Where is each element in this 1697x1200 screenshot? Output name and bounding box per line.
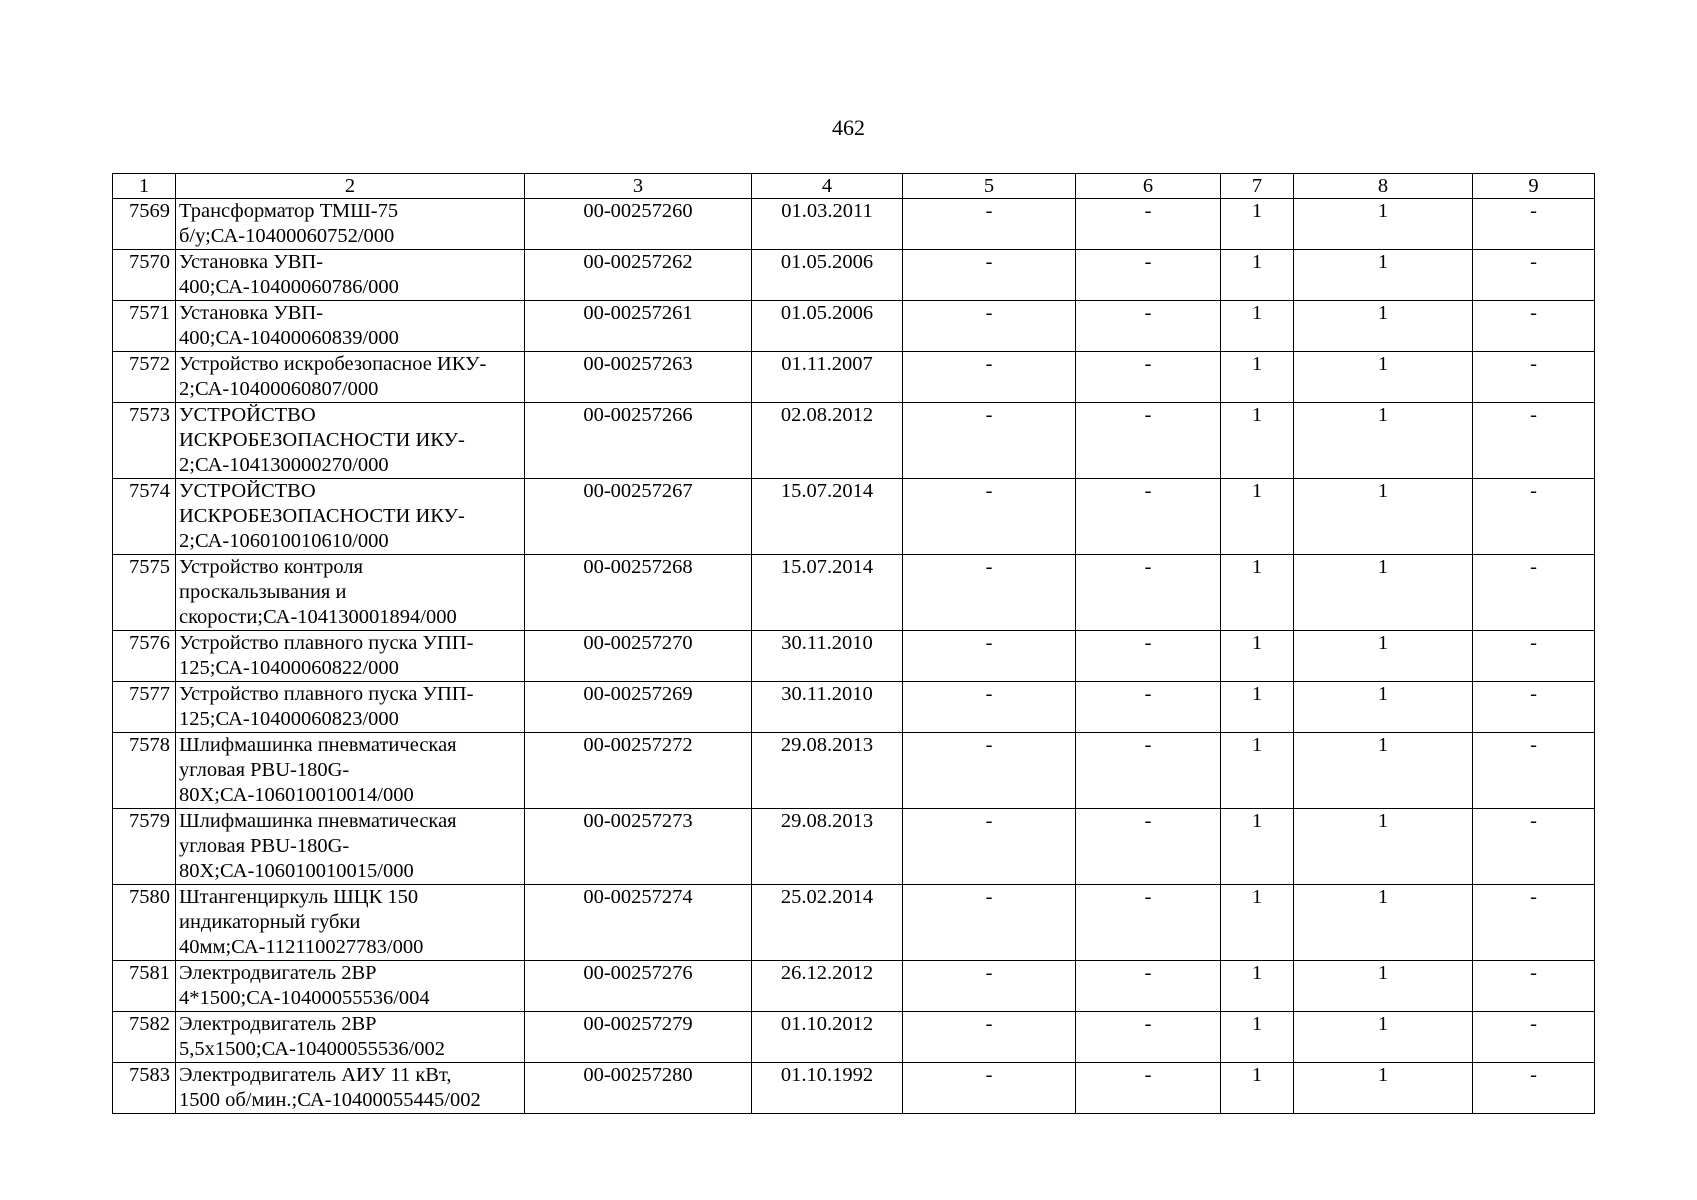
row-number-cell: 7579 [113, 809, 176, 885]
item-name-line: 2;СА-106010010610/000 [179, 530, 389, 552]
row-number-cell: 7575 [113, 555, 176, 631]
item-name-cell [176, 682, 525, 733]
item-name-line: 2;СА-10400060807/000 [179, 378, 379, 400]
item-name-cell [176, 1012, 525, 1063]
column-6-cell: - [1076, 199, 1221, 250]
column-header-9: 9 [1473, 174, 1595, 199]
date-cell: 26.12.2012 [752, 961, 903, 1012]
column-8-cell: 1 [1294, 961, 1473, 1012]
item-name-cell [176, 479, 525, 555]
item-name-line: 40мм;СА-112110027783/000 [179, 936, 424, 958]
column-header-1: 1 [113, 174, 176, 199]
column-7-cell: 1 [1221, 403, 1294, 479]
item-name-line: б/у;СА-10400060752/000 [179, 225, 395, 247]
column-7-cell: 1 [1221, 555, 1294, 631]
inventory-code-cell: 00-00257273 [525, 809, 752, 885]
item-name-cell [176, 555, 525, 631]
column-9-cell: - [1473, 199, 1595, 250]
row-number-cell: 7571 [113, 301, 176, 352]
row-number-cell: 7576 [113, 631, 176, 682]
item-name-line: индикаторный губки [179, 911, 361, 933]
item-name-line: Установка УВП- [179, 302, 324, 324]
column-9-cell: - [1473, 809, 1595, 885]
item-name-cell [176, 809, 525, 885]
row-number-cell: 7574 [113, 479, 176, 555]
column-7-cell: 1 [1221, 479, 1294, 555]
item-name-cell [176, 403, 525, 479]
column-8-cell: 1 [1294, 733, 1473, 809]
column-5-cell: - [903, 961, 1076, 1012]
item-name-line: 125;СА-10400060822/000 [179, 657, 399, 679]
table-row [113, 733, 1595, 809]
column-9-cell: - [1473, 250, 1595, 301]
column-header-3: 3 [525, 174, 752, 199]
column-header-6: 6 [1076, 174, 1221, 199]
date-cell: 29.08.2013 [752, 733, 903, 809]
inventory-code-cell: 00-00257276 [525, 961, 752, 1012]
column-5-cell: - [903, 403, 1076, 479]
item-name-line: угловая PBU-180G- [179, 759, 350, 781]
column-9-cell: - [1473, 555, 1595, 631]
table-row [113, 301, 1595, 352]
item-name-cell [176, 733, 525, 809]
row-number-cell: 7578 [113, 733, 176, 809]
item-name-line: 1500 об/мин.;СА-10400055445/002 [179, 1089, 481, 1111]
table-row [113, 885, 1595, 961]
inventory-code-cell: 00-00257279 [525, 1012, 752, 1063]
table-header-row [113, 174, 1595, 199]
column-9-cell: - [1473, 682, 1595, 733]
table-row [113, 961, 1595, 1012]
date-cell: 01.10.1992 [752, 1063, 903, 1114]
item-name-line: Устройство плавного пуска УПП- [179, 632, 474, 654]
column-6-cell: - [1076, 631, 1221, 682]
inventory-code-cell: 00-00257274 [525, 885, 752, 961]
inventory-code-cell: 00-00257270 [525, 631, 752, 682]
column-8-cell: 1 [1294, 1012, 1473, 1063]
column-6-cell: - [1076, 555, 1221, 631]
table-row [113, 682, 1595, 733]
column-header-4: 4 [752, 174, 903, 199]
item-name-line: 5,5x1500;СА-10400055536/002 [179, 1038, 446, 1060]
inventory-code-cell: 00-00257269 [525, 682, 752, 733]
column-7-cell: 1 [1221, 301, 1294, 352]
item-name-line: угловая PBU-180G- [179, 835, 350, 857]
column-8-cell: 1 [1294, 809, 1473, 885]
item-name-line: УСТРОЙСТВО [179, 480, 316, 502]
column-5-cell: - [903, 682, 1076, 733]
inventory-code-cell: 00-00257266 [525, 403, 752, 479]
item-name-line: 4*1500;СА-10400055536/004 [179, 987, 430, 1009]
column-9-cell: - [1473, 961, 1595, 1012]
date-cell: 01.05.2006 [752, 301, 903, 352]
column-9-cell: - [1473, 403, 1595, 479]
table-row [113, 555, 1595, 631]
row-number-cell: 7582 [113, 1012, 176, 1063]
item-name-line: проскальзывания и [179, 581, 347, 603]
column-6-cell: - [1076, 1063, 1221, 1114]
column-9-cell: - [1473, 1063, 1595, 1114]
item-name-line: УСТРОЙСТВО [179, 404, 316, 426]
column-5-cell: - [903, 301, 1076, 352]
column-9-cell: - [1473, 885, 1595, 961]
column-7-cell: 1 [1221, 631, 1294, 682]
item-name-line: скорости;СА-104130001894/000 [179, 606, 457, 628]
column-6-cell: - [1076, 250, 1221, 301]
column-header-2: 2 [176, 174, 525, 199]
date-cell: 01.11.2007 [752, 352, 903, 403]
date-cell: 01.05.2006 [752, 250, 903, 301]
item-name-line: Устройство контроля [179, 556, 364, 578]
inventory-code-cell: 00-00257280 [525, 1063, 752, 1114]
column-6-cell: - [1076, 809, 1221, 885]
column-6-cell: - [1076, 885, 1221, 961]
column-7-cell: 1 [1221, 199, 1294, 250]
column-header-8: 8 [1294, 174, 1473, 199]
column-5-cell: - [903, 479, 1076, 555]
row-number-cell: 7573 [113, 403, 176, 479]
item-name-cell [176, 352, 525, 403]
row-number-cell: 7577 [113, 682, 176, 733]
column-7-cell: 1 [1221, 885, 1294, 961]
table-row [113, 809, 1595, 885]
date-cell: 30.11.2010 [752, 682, 903, 733]
column-5-cell: - [903, 250, 1076, 301]
table-row [113, 250, 1595, 301]
column-6-cell: - [1076, 733, 1221, 809]
column-5-cell: - [903, 1012, 1076, 1063]
item-name-line: Шлифмашинка пневматическая [179, 734, 457, 756]
item-name-line: Установка УВП- [179, 251, 324, 273]
item-name-line: Шлифмашинка пневматическая [179, 810, 457, 832]
column-5-cell: - [903, 885, 1076, 961]
column-7-cell: 1 [1221, 1063, 1294, 1114]
column-header-5: 5 [903, 174, 1076, 199]
column-6-cell: - [1076, 403, 1221, 479]
date-cell: 01.10.2012 [752, 1012, 903, 1063]
item-name-line: 400;СА-10400060839/000 [179, 327, 399, 349]
item-name-line: 80X;СА-106010010015/000 [179, 860, 414, 882]
item-name-cell [176, 1063, 525, 1114]
row-number-cell: 7583 [113, 1063, 176, 1114]
date-cell: 30.11.2010 [752, 631, 903, 682]
row-number-cell: 7581 [113, 961, 176, 1012]
column-8-cell: 1 [1294, 301, 1473, 352]
inventory-code-cell: 00-00257263 [525, 352, 752, 403]
table-row [113, 631, 1595, 682]
item-name-line: 400;СА-10400060786/000 [179, 276, 399, 298]
inventory-code-cell: 00-00257267 [525, 479, 752, 555]
column-7-cell: 1 [1221, 682, 1294, 733]
date-cell: 15.07.2014 [752, 555, 903, 631]
table-row [113, 352, 1595, 403]
item-name-line: Штангенциркуль ШЦК 150 [179, 886, 419, 908]
column-7-cell: 1 [1221, 352, 1294, 403]
column-5-cell: - [903, 733, 1076, 809]
column-5-cell: - [903, 555, 1076, 631]
item-name-cell [176, 631, 525, 682]
column-7-cell: 1 [1221, 961, 1294, 1012]
column-8-cell: 1 [1294, 479, 1473, 555]
row-number-cell: 7580 [113, 885, 176, 961]
date-cell: 15.07.2014 [752, 479, 903, 555]
column-9-cell: - [1473, 479, 1595, 555]
column-5-cell: - [903, 631, 1076, 682]
inventory-code-cell: 00-00257260 [525, 199, 752, 250]
column-6-cell: - [1076, 479, 1221, 555]
date-cell: 29.08.2013 [752, 809, 903, 885]
column-9-cell: - [1473, 733, 1595, 809]
item-name-line: ИСКРОБЕЗОПАСНОСТИ ИКУ- [179, 429, 465, 451]
column-8-cell: 1 [1294, 250, 1473, 301]
table-row [113, 1063, 1595, 1114]
item-name-line: Устройство плавного пуска УПП- [179, 683, 474, 705]
item-name-line: 80X;СА-106010010014/000 [179, 784, 414, 806]
inventory-code-cell: 00-00257268 [525, 555, 752, 631]
column-6-cell: - [1076, 352, 1221, 403]
inventory-code-cell: 00-00257262 [525, 250, 752, 301]
inventory-code-cell: 00-00257272 [525, 733, 752, 809]
column-6-cell: - [1076, 961, 1221, 1012]
table-row [113, 1012, 1595, 1063]
inventory-table [112, 173, 1595, 1114]
item-name-cell [176, 961, 525, 1012]
column-8-cell: 1 [1294, 199, 1473, 250]
item-name-line: ИСКРОБЕЗОПАСНОСТИ ИКУ- [179, 505, 465, 527]
row-number-cell: 7572 [113, 352, 176, 403]
date-cell: 01.03.2011 [752, 199, 903, 250]
row-number-cell: 7570 [113, 250, 176, 301]
row-number-cell: 7569 [113, 199, 176, 250]
column-7-cell: 1 [1221, 733, 1294, 809]
column-8-cell: 1 [1294, 555, 1473, 631]
date-cell: 02.08.2012 [752, 403, 903, 479]
item-name-cell [176, 199, 525, 250]
column-8-cell: 1 [1294, 682, 1473, 733]
table-row [113, 403, 1595, 479]
column-8-cell: 1 [1294, 403, 1473, 479]
table-row [113, 199, 1595, 250]
column-9-cell: - [1473, 1012, 1595, 1063]
table-body [113, 199, 1595, 1114]
column-6-cell: - [1076, 301, 1221, 352]
item-name-cell [176, 250, 525, 301]
column-5-cell: - [903, 199, 1076, 250]
column-7-cell: 1 [1221, 1012, 1294, 1063]
column-6-cell: - [1076, 682, 1221, 733]
item-name-line: 2;СА-104130000270/000 [179, 454, 389, 476]
inventory-code-cell: 00-00257261 [525, 301, 752, 352]
column-6-cell: - [1076, 1012, 1221, 1063]
item-name-line: Трансформатор ТМШ-75 [179, 200, 399, 222]
item-name-line: 125;СА-10400060823/000 [179, 708, 399, 730]
column-7-cell: 1 [1221, 809, 1294, 885]
item-name-line: Электродвигатель 2ВР [179, 962, 377, 984]
column-9-cell: - [1473, 352, 1595, 403]
column-8-cell: 1 [1294, 1063, 1473, 1114]
column-5-cell: - [903, 809, 1076, 885]
page-number: 462 [832, 115, 865, 140]
column-9-cell: - [1473, 301, 1595, 352]
column-8-cell: 1 [1294, 885, 1473, 961]
column-5-cell: - [903, 352, 1076, 403]
item-name-line: Электродвигатель 2ВР [179, 1013, 377, 1035]
column-8-cell: 1 [1294, 631, 1473, 682]
item-name-line: Электродвигатель АИУ 11 кВт, [179, 1064, 452, 1086]
column-8-cell: 1 [1294, 352, 1473, 403]
item-name-cell [176, 301, 525, 352]
column-5-cell: - [903, 1063, 1076, 1114]
table-row [113, 479, 1595, 555]
column-7-cell: 1 [1221, 250, 1294, 301]
item-name-line: Устройство искробезопасное ИКУ- [179, 353, 487, 375]
date-cell: 25.02.2014 [752, 885, 903, 961]
item-name-cell [176, 885, 525, 961]
column-header-7: 7 [1221, 174, 1294, 199]
column-9-cell: - [1473, 631, 1595, 682]
